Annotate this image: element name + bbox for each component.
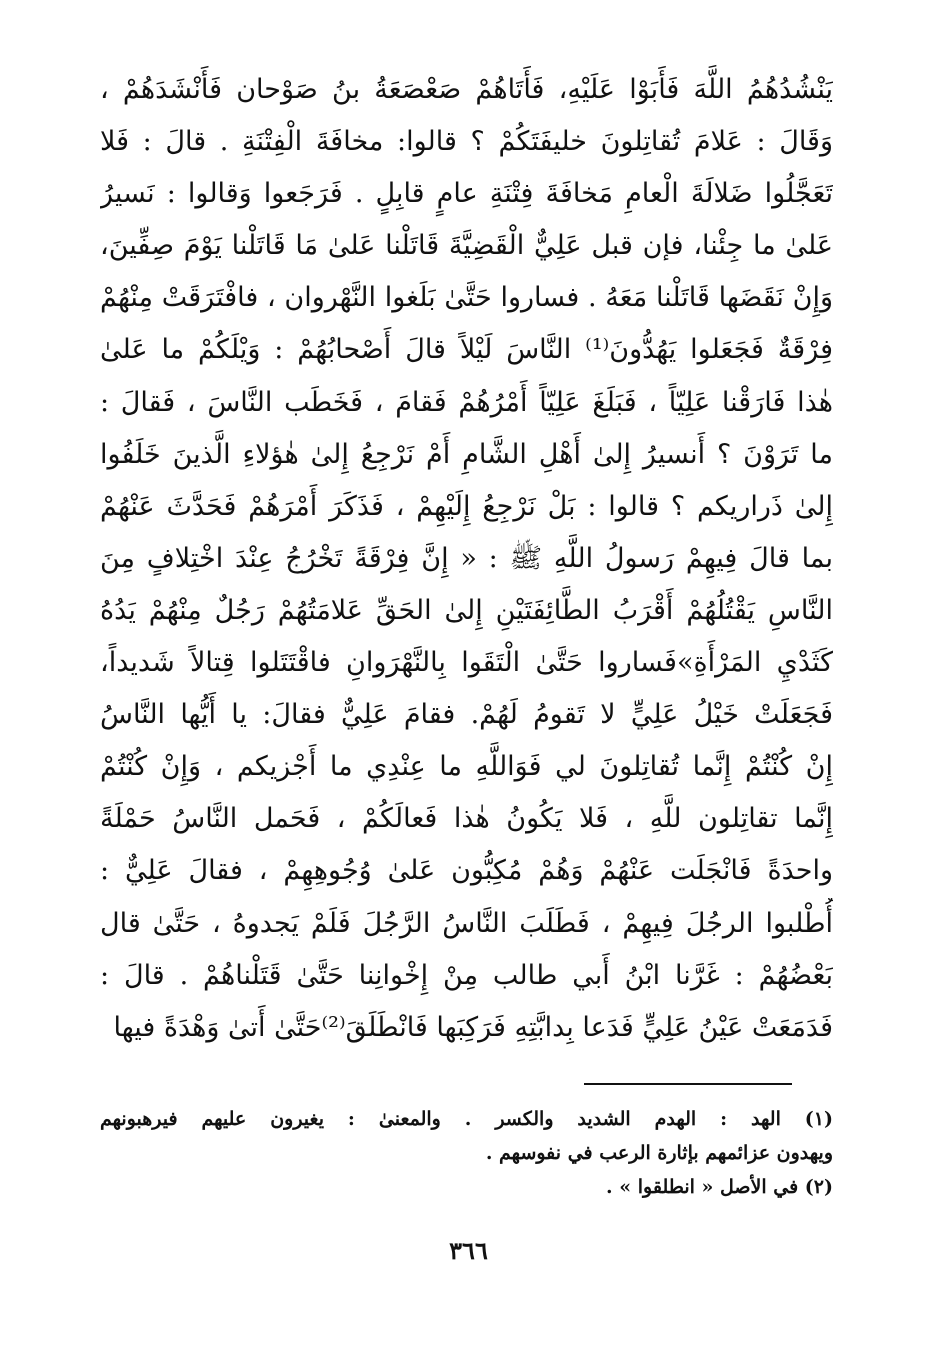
text-line: فَجَعَلَتْ خَيْلُ عَلِيٍّ لا تَقومُ لَهُمْ. فقامَ عَلِيٌّ فقالَ: يا أَيُّها النَّاسُ [100,699,833,731]
hadith-text-line: النَّاسِ يَقْتُلُهُمْ أَقْرَبُ الطَّائِفَتَيْنِ إِلىٰ الحَقِّ عَلامَتُهُمْ رَجُلٌ مِنْهُمْ يَدُهُ [100,594,833,626]
text-line: تَعَجَّلُوا ضَلالَةَ الْعامِ مَخافَةَ فِتْنَةِ عامٍ قابِلٍ . فَرَجَعوا وَقالوا : نَسيرُ [100,178,833,210]
main-text-block [100,64,833,1054]
text-line: وَإِنْ نَقَضَها قَاتَلْنا مَعَهُ . فساروا حَتَّىٰ بَلَغوا النَّهْروان ، فافْتَرَقَتْ مِنْهُمْ [100,282,833,314]
footnote-1-line-2: ويهدون عزائمهم بإثارة الرعب في نفوسهم . [485,1142,833,1164]
text-line: بَعْضُهُمْ : غَرَّنا ابْنُ أَبي طالب مِنْ إِخْوانِنا حَتَّىٰ قَتَلْناهُمْ . قالَ : [100,959,833,991]
text-line: أُطْلبوا الرجُلَ فِيهِمْ ، فَطَلَبَ النَّاسُ الرَّجُلَ فَلَمْ يَجدوهُ ، حَتَّىٰ قال [100,907,833,939]
footnote-1-line-1: (١) الهد : الهدم الشديد والكسر . والمعنىٰ : يغيرون عليهم فيرهبونهم [100,1108,833,1130]
page-number: ٣٦٦ [449,1236,488,1265]
footnote-separator [584,1083,792,1085]
text-line: يَنْشُدُهُمُ اللَّهَ فَأَبَوْا عَلَيْهِ، فَأَتَاهُمْ صَعْصَعَةُ بنُ صَوْحان فَأَنْشَدَهُمْ ، [100,74,833,105]
text-line: واحدَةً فَانْجَلَت عَنْهُمْ وَهُمْ مُكِبُّون عَلىٰ وُجُوهِهِمْ ، فقالَ عَلِيٌّ : [100,855,833,887]
text-line: إِنْ كُنْتُمْ إِنَّما تُقاتِلونَ لي فَوَاللَّهِ ما عِنْدِي ما أَجْزيكم ، وَإِنْ كُنْتُمْ [100,751,833,783]
text-line: هٰذا فَارَقْنا عَلِيّاً ، فَبَلَغَ عَلِيّاً أَمْرُهُمْ فَقامَ ، فَخَطَب النَّاسَ ، فَقالَ : [100,386,833,418]
text-line: إِنَّما تقاتِلون للَّهِ ، فَلا يَكُونُ هٰذا فَعالَكُمْ ، فَحَمل النَّاسُ حَمْلَةً [100,803,833,835]
footnotes-block [100,1102,833,1204]
text-line: فَدَمَعَتْ عَيْنُ عَلِيٍّ فَدَعا بِدابَّتِهِ فَرَكِبَها فَانْطَلَقَ⁽²⁾حَتَّىٰ أَتىٰ وَهْدَةً فيها [113,1011,833,1043]
text-line: فِرْقَةٌ فَجَعَلوا يَهُدُّونَ⁽¹⁾ النَّاسَ لَيْلاً قالَ أَصْحابُهُمْ : وَيْلَكُمْ ما عَلىٰ [100,334,833,366]
text-line: كَثَدْيِ المَرْأَةِ»فَساروا حَتَّىٰ الْتَقَوا بِالنَّهْرَوانِ فاقْتَتَلوا قِتالاً شَديداً، [100,647,833,679]
text-line: عَلىٰ ما جِئْنا، فإن قبل عَلِيٌّ الْقَضِيَّةَ قَاتَلْنا عَلىٰ مَا قَاتَلْنا يَوْمَ صِفِّينَ، [100,230,833,262]
text-line: وَقَالَ : عَلامَ تُقاتِلونَ خليفَتَكُمْ ؟ قالوا: مخافَةَ الْفِتْنَةِ . قالَ : فَلا [100,126,833,158]
footnote-2: (٢) في الأصل « انطلقوا » . [606,1176,833,1198]
text-line: ما تَرَوْنَ ؟ أَنسيرُ إِلىٰ أَهْلِ الشَّامِ أَمْ نَرْجِعُ إِلىٰ هٰؤلاءِ الَّذينَ خَلَفُوا [100,438,833,470]
text-line: بما قالَ فِيهِمْ رَسولُ اللَّهِ ﷺ : « إِنَّ فِرْقَةً تَخْرُجُ عِنْدَ اخْتِلافٍ مِنَ [100,542,833,574]
text-line: إِلىٰ ذَراريكم ؟ قالوا : بَلْ نَرْجِعُ إِلَيْهِمْ ، فَذَكَرَ أَمْرَهُمْ فَحَدَّثَ عَنْهُمْ [100,490,833,522]
